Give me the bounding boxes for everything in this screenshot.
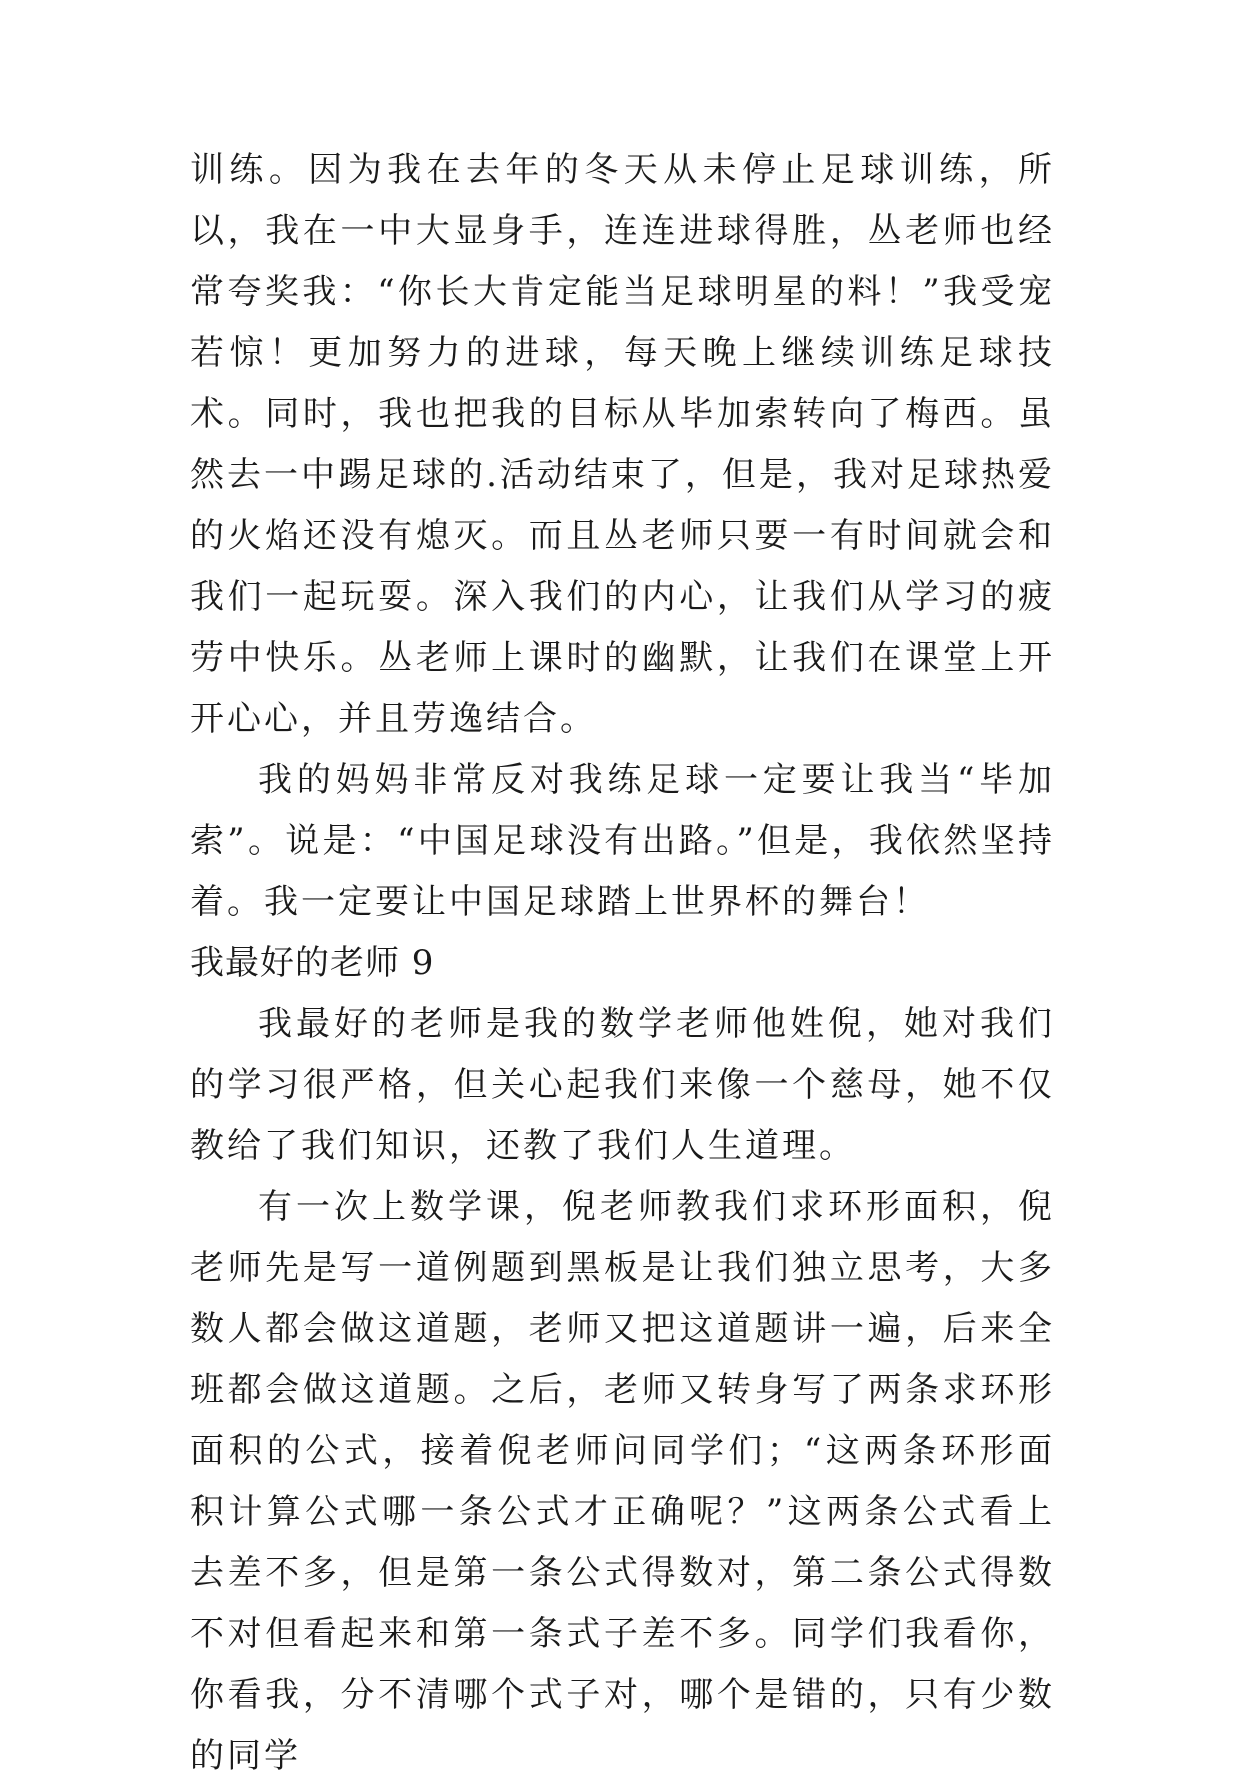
paragraph-continuation: 训练。因为我在去年的冬天从未停止足球训练，所以，我在一中大显身手，连连进球得胜，丛老师也经常夸奖我：“你长大肯定能当足球明星的料！”我受宠若惊！更加努力的进球，每天晚上继续训练足球技术。同时，我也把我的目标从毕加索转向了梅西。虽然去一中踢足球的.活动结束了，但是，我对足球热爱的火焰还没有熄灭。而且丛老师只要一有时间就会和我们一起玩耍。深入我们的内心，让我们从学习的疲劳中快乐。丛老师上课时的幽默，让我们在课堂上开开心心，并且劳逸结合。: [190, 150, 1055, 739]
section-heading: 我最好的老师 9: [190, 943, 435, 983]
paragraph-best-teacher: 我最好的老师是我的数学老师他姓倪，她对我们的学习很严格，但关心起我们来像一个慈母，她不仅教给了我们知识，还教了我们人生道理。: [190, 1004, 1055, 1166]
paragraph-math-class: 有一次上数学课，倪老师教我们求环形面积，倪老师先是写一道例题到黑板是让我们独立思考，大多数人都会做这道题，老师又把这道题讲一遍，后来全班都会做这道题。之后，老师又转身写了两条求环形面积的公式，接着倪老师问同学们；“这两条环形面积计算公式哪一条公式才正确呢？”这两条公式看上去差不多，但是第一条公式得数对，第二条公式得数不对但看起来和第一条式子差不多。同学们我看你，你看我，分不清哪个式子对，哪个是错的，只有少数的同学: [190, 1187, 1055, 1776]
document-page: [190, 140, 1055, 1787]
paragraph-mother-opposes: 我的妈妈非常反对我练足球一定要让我当“毕加索”。说是：“中国足球没有出路。”但是，我依然坚持着。我一定要让中国足球踏上世界杯的舞台！: [190, 760, 1055, 922]
